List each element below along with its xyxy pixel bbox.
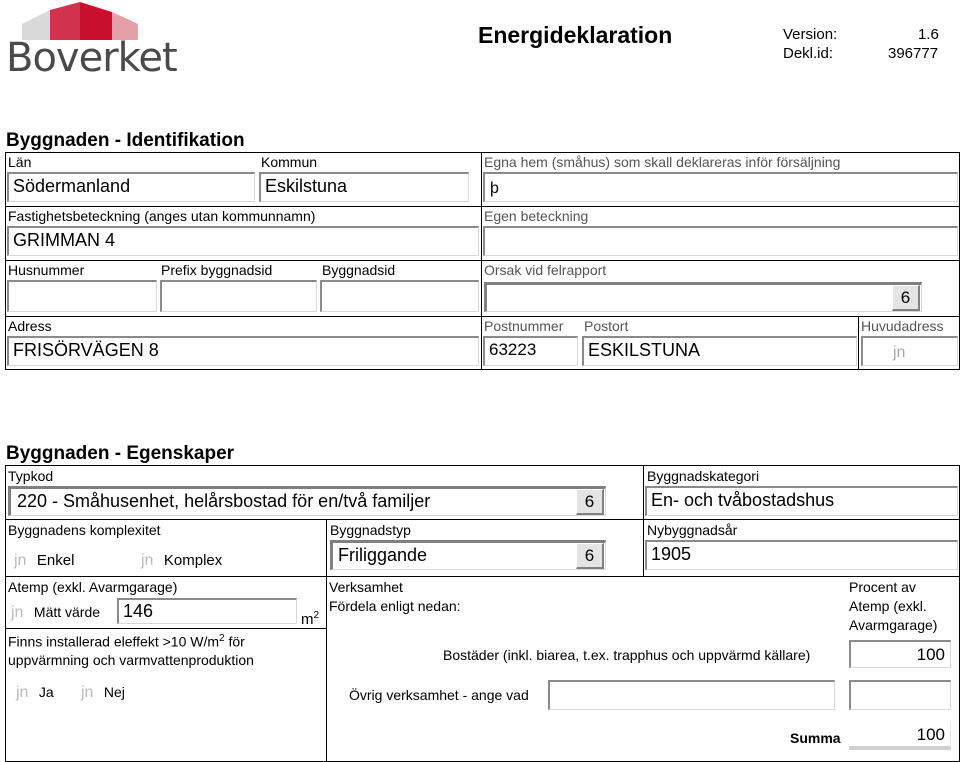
kategori-label: Byggnadskategori: [647, 468, 760, 484]
nybyggnadsar-value: 1905: [651, 544, 692, 564]
orsak-dropdown[interactable]: [484, 282, 922, 312]
fordela-label: Fördela enligt nedan:: [329, 598, 461, 614]
eleffekt-ja-option[interactable]: jn Ja: [16, 684, 54, 701]
komplexitet-enkel-option[interactable]: jn Enkel: [14, 552, 75, 569]
orsak-dropdown-button[interactable]: 6: [892, 285, 920, 311]
postort-field[interactable]: [582, 336, 857, 366]
postort-label: Postort: [584, 318, 629, 334]
bostader-percent-field[interactable]: [849, 640, 951, 668]
huvudadress-field: [861, 336, 958, 366]
version-value: 1.6: [918, 26, 939, 43]
prefix-field[interactable]: [160, 280, 317, 312]
radio-icon[interactable]: jn: [11, 604, 24, 621]
lan-value: Södermanland: [13, 176, 131, 196]
byggnadstyp-label: Byggnadstyp: [330, 522, 411, 538]
summa-value: 100: [916, 725, 945, 744]
section-title-identifikation: Byggnaden - Identifikation: [6, 130, 245, 151]
radio-icon[interactable]: jn: [81, 684, 94, 701]
eleffekt-label-line2: uppvärmning och varmvattenproduktion: [8, 652, 254, 668]
kommun-field[interactable]: [259, 172, 469, 202]
typkod-value: 220 - Småhusenhet, helårsbostad för en/två familjer: [17, 491, 431, 511]
egna-hem-label: Egna hem (småhus) som skall deklareras inför försäljning: [484, 154, 841, 170]
eleffekt-nej-option[interactable]: jn Nej: [81, 684, 125, 701]
procent-label-2: Atemp (exkl.: [849, 598, 927, 614]
radio-icon[interactable]: jn: [16, 684, 29, 701]
komplexitet-komplex-option[interactable]: jn Komplex: [141, 552, 223, 569]
egen-beteckning-label: Egen beteckning: [484, 208, 589, 224]
bostader-percent-value: 100: [916, 645, 945, 664]
nybyggnadsar-label: Nybyggnadsår: [647, 522, 738, 538]
adress-value: FRISÖRVÄGEN 8: [13, 340, 159, 360]
prefix-label: Prefix byggnadsid: [161, 262, 273, 278]
postort-value: ESKILSTUNA: [588, 340, 701, 360]
radio-icon[interactable]: jn: [141, 552, 154, 569]
adress-field[interactable]: [7, 336, 479, 366]
kategori-value: En- och tvåbostadshus: [651, 490, 835, 510]
typkod-dropdown[interactable]: [8, 486, 606, 516]
typkod-dropdown-button[interactable]: 6: [576, 489, 604, 515]
ovrig-label: Övrig verksamhet - ange vad: [349, 687, 529, 703]
typkod-label: Typkod: [8, 468, 54, 484]
kommun-label: Kommun: [261, 154, 318, 170]
procent-label-3: Avarmgarage): [849, 617, 938, 633]
egna-hem-field[interactable]: [483, 172, 958, 202]
lan-field[interactable]: [7, 172, 255, 202]
egen-beteckning-field[interactable]: [483, 226, 958, 256]
orsak-label: Orsak vid felrapport: [484, 262, 607, 278]
postnummer-label: Postnummer: [484, 318, 564, 334]
postnummer-value: 63223: [489, 340, 537, 359]
atemp-matt-varde-option[interactable]: jn Mätt värde: [11, 604, 101, 621]
bostader-label: Bostäder (inkl. biarea, t.ex. trapphus och uppvärmd källare): [443, 647, 811, 663]
egna-hem-checkbox[interactable]: þ: [490, 180, 499, 197]
procent-label-1: Procent av: [849, 579, 916, 595]
byggnadsid-field[interactable]: [320, 280, 479, 312]
atemp-field[interactable]: [117, 598, 297, 624]
husnummer-field[interactable]: [7, 280, 157, 312]
atemp-value: 146: [123, 601, 154, 621]
huvudadress-radio[interactable]: jn: [893, 344, 906, 361]
ovrig-verksamhet-field[interactable]: [548, 680, 835, 710]
eleffekt-label: Finns installerad eleffekt >10 $W/m^2$ för: [8, 633, 245, 650]
fastighet-field[interactable]: [7, 226, 479, 256]
postnummer-field[interactable]: [483, 336, 578, 366]
version-label: Version:: [783, 26, 838, 43]
byggnadstyp-dropdown-button[interactable]: 6: [576, 543, 604, 569]
byggnadsid-label: Byggnadsid: [322, 262, 396, 278]
byggnadstyp-value: Friliggande: [338, 545, 428, 565]
page-title: Energideklaration: [478, 22, 673, 48]
lan-label: Län: [8, 154, 32, 170]
summa-label: Summa: [790, 730, 841, 746]
atemp-label: Atemp (exkl. Avarmgarage): [8, 579, 178, 595]
komplexitet-label: Byggnadens komplexitet: [8, 522, 161, 538]
section-title-egenskaper: Byggnaden - Egenskaper: [6, 443, 235, 464]
dekl-id-label: Dekl.id:: [783, 45, 834, 62]
nybyggnadsar-field[interactable]: [645, 540, 958, 570]
husnummer-label: Husnummer: [8, 262, 85, 278]
fastighet-label: Fastighetsbeteckning (anges utan kommunnamn): [8, 208, 316, 224]
kategori-field[interactable]: [645, 486, 958, 516]
fastighet-value: GRIMMAN 4: [13, 230, 116, 250]
summa-field: [849, 722, 951, 750]
byggnadstyp-dropdown[interactable]: [330, 540, 606, 570]
atemp-unit: $m^2$: [301, 610, 320, 628]
radio-icon[interactable]: jn: [14, 552, 27, 569]
ovrig-percent-field[interactable]: [849, 680, 951, 710]
adress-label: Adress: [8, 318, 52, 334]
brand-name: Boverket: [6, 35, 177, 81]
kommun-value: Eskilstuna: [265, 176, 348, 196]
dekl-id-value: 396777: [888, 45, 939, 62]
huvudadress-label: Huvudadress: [861, 318, 944, 334]
verksamhet-label: Verksamhet: [329, 579, 403, 595]
